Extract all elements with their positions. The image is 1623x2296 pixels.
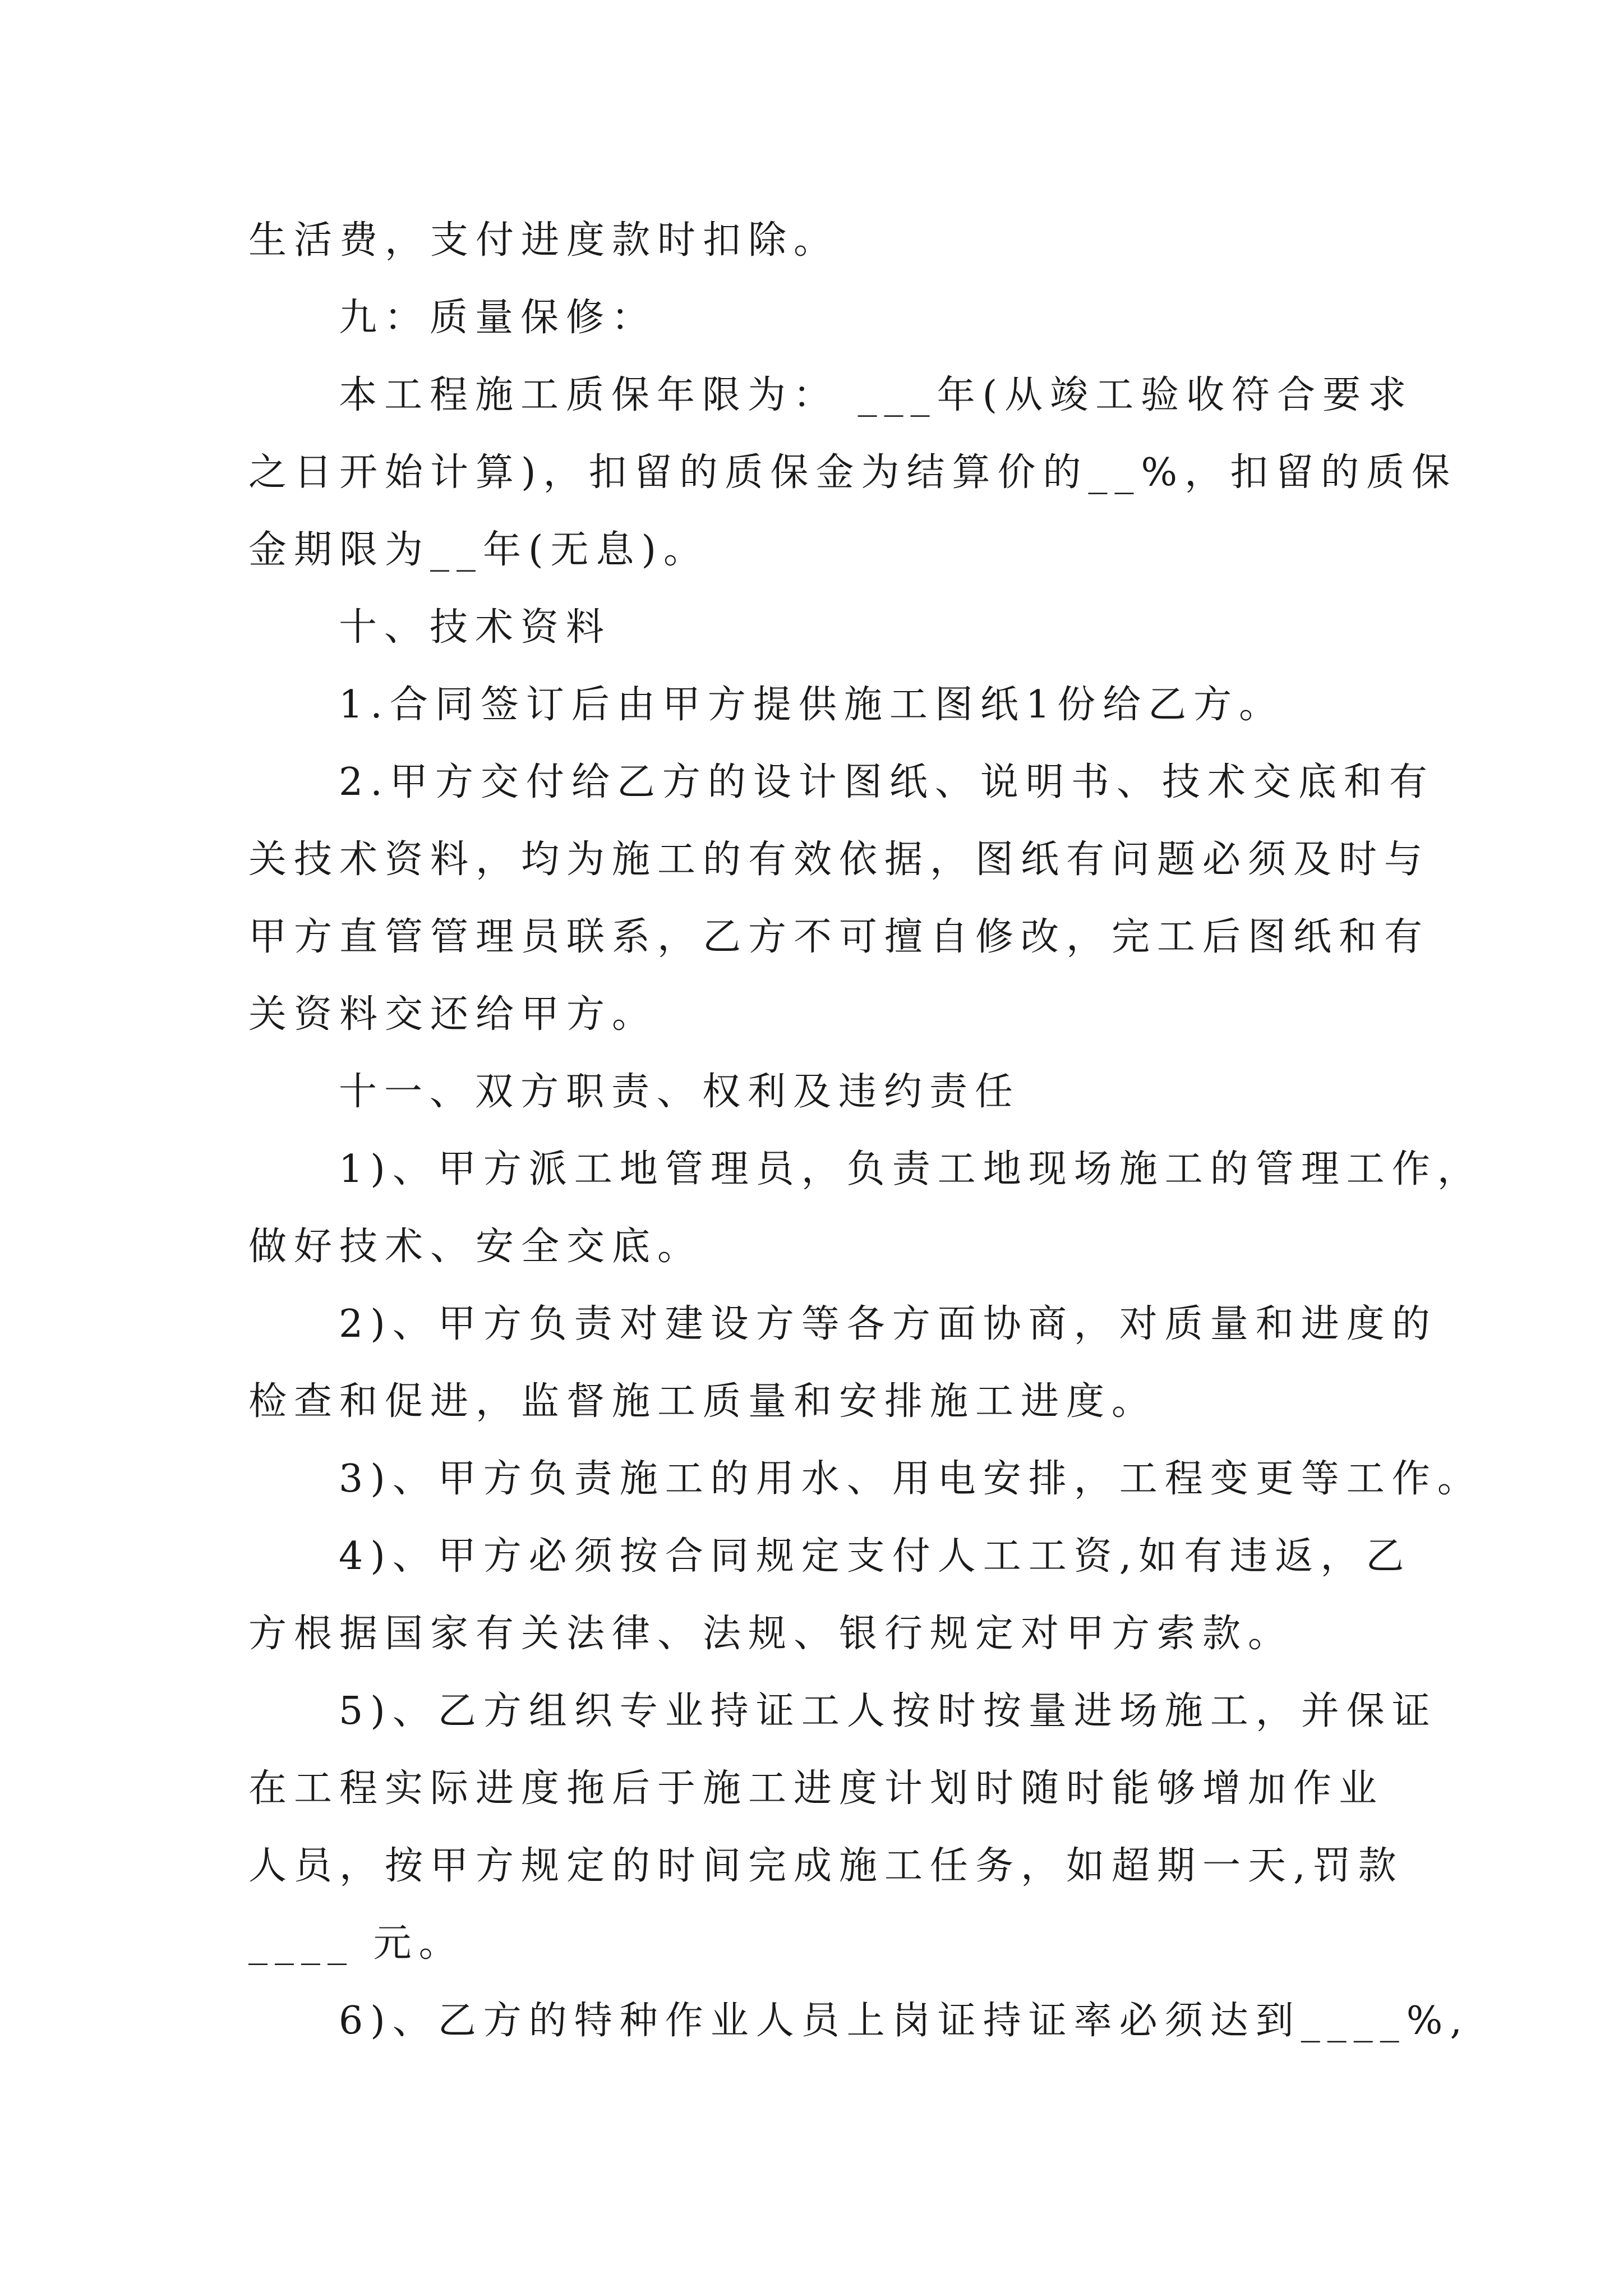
heading-11-responsibilities: 十一、双方职责、权利及违约责任 bbox=[339, 1070, 1021, 1114]
text-line-19: 方根据国家有关法律、法规、银行规定对甲方索款。 bbox=[248, 1612, 1294, 1656]
text-line-24: 6)、乙方的特种作业人员上岗证持证率必须达到____%, bbox=[339, 1999, 1470, 2043]
text-line-8: 2.甲方交付给乙方的设计图纸、说明书、技术交底和有 bbox=[339, 760, 1435, 804]
heading-10-technical-data: 十、技术资料 bbox=[339, 605, 612, 650]
heading-9-quality-warranty: 九：质量保修： bbox=[339, 296, 657, 340]
text-line-7: 1.合同签订后由甲方提供施工图纸1份给乙方。 bbox=[339, 683, 1285, 727]
text-line-17: 3)、甲方负责施工的用水、用电安排，工程变更等工作。 bbox=[339, 1457, 1483, 1501]
text-line-18: 4)、甲方必须按合同规定支付人工工资,如有违返，乙 bbox=[339, 1534, 1412, 1579]
text-line-1: 生活费，支付进度款时扣除。 bbox=[248, 218, 840, 263]
text-line-3: 本工程施工质保年限为： ___年(从竣工验收符合要求 bbox=[339, 373, 1414, 417]
text-line-23: ____ 元。 bbox=[248, 1921, 464, 1966]
text-line-21: 在工程实际进度拖后于施工进度计划时随时能够增加作业 bbox=[248, 1766, 1385, 1811]
text-line-11: 关资料交还给甲方。 bbox=[248, 992, 658, 1037]
text-line-13: 1)、甲方派工地管理员，负责工地现场施工的管理工作， bbox=[339, 1147, 1483, 1191]
text-line-9: 关技术资料，均为施工的有效依据，图纸有问题必须及时与 bbox=[248, 838, 1430, 882]
text-line-16: 检查和促进，监督施工质量和安排施工进度。 bbox=[248, 1379, 1158, 1424]
text-line-20: 5)、乙方组织专业持证工人按时按量进场施工，并保证 bbox=[339, 1689, 1437, 1733]
text-line-22: 人员，按甲方规定的时间完成施工任务，如超期一天,罚款 bbox=[248, 1844, 1404, 1888]
text-line-10: 甲方直管管理员联系，乙方不可擅自修改，完工后图纸和有 bbox=[248, 915, 1430, 959]
text-line-5: 金期限为__年(无息)。 bbox=[248, 528, 709, 572]
text-line-15: 2)、甲方负责对建设方等各方面协商，对质量和进度的 bbox=[339, 1302, 1437, 1346]
text-line-14: 做好技术、安全交底。 bbox=[248, 1225, 703, 1269]
text-line-4: 之日开始计算)，扣留的质保金为结算价的__%，扣留的质保 bbox=[248, 450, 1458, 495]
